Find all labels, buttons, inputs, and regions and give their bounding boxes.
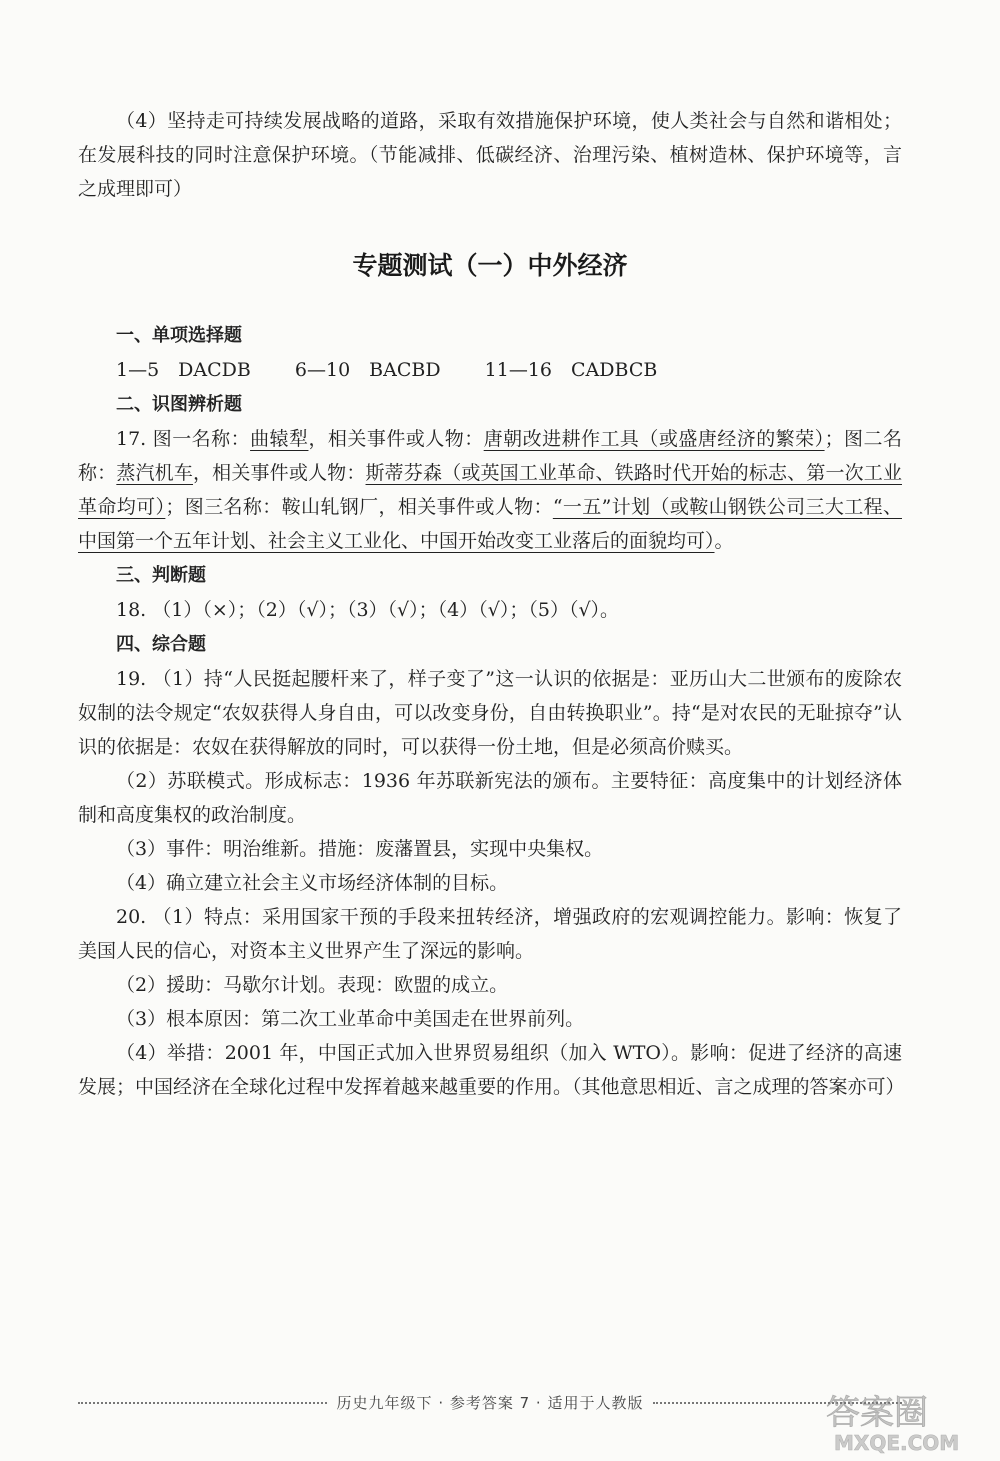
footer-text: 历史九年级下 · 参考答案 7 · 适用于人教版 [336,1394,644,1412]
answer-text: 17. 图一名称： [116,428,251,450]
section-heading: 四、综合题 [116,634,206,655]
paragraph: （3）根本原因：第二次工业革命中美国走在世界前列。 [116,1008,585,1030]
choice-answers [78,353,902,387]
paragraph: （3）事件：明治维新。措施：废藩置县，实现中央集权。 [116,838,604,860]
answer-content [78,318,905,1104]
section-heading: 三、判断题 [116,565,206,586]
answer-group: 6—10 BACBD [294,359,441,381]
paragraph: （4）确立建立社会主义市场经济体制的目标。 [116,872,509,894]
watermark-url: MXQE.COM [834,1431,960,1455]
page-title: 专题测试（一）中外经济 [352,251,628,280]
answer-text: ，相关事件或人物： [193,462,366,484]
answer-text: ，相关事件或人物： [308,428,484,450]
paragraph: 19. （1）持“人民挺起腰杆来了，样子变了”这一认识的依据是：亚历山大二世颁布的废除农奴制的法令规定“农奴获得人身自由，可以改变身份，自由转换职业”。持“是对农民的无耻掠夺”认识的依据是：农奴在获得解放的同时，可以获得一份土地，但是必须高价赎买。 [78,668,902,758]
section-heading: 二、识图辨析题 [116,394,242,415]
previous-answer-block [78,104,902,206]
answer-text: 。 [714,530,734,552]
underlined-answer: 曲辕犁 [250,428,309,450]
paragraph: （2）援助：马歇尔计划。表现：欧盟的成立。 [116,974,509,996]
paragraph: （2）苏联模式。形成标志：1936 年苏联新宪法的颁布。主要特征：高度集中的计划经济体制和高度集权的政治制度。 [78,770,902,826]
answer-group: 1—5 DACDB [116,359,251,381]
underlined-answer: “一五”计划（或鞍山钢铁公司三大工程、中国第一个五年计划、社会主义工业化、中国开始改变工业落后的面貌均可） [78,496,902,552]
underlined-answer: 唐朝改进耕作工具（或盛唐经济的繁荣） [483,428,825,450]
paragraph: （4）坚持走可持续发展战略的道路，采取有效措施保护环境，使人类社会与自然和谐相处；在发展科技的同时注意保护环境。（节能减排、低碳经济、治理污染、植树造林、保护环境等，言之成理即可） [78,110,902,200]
answer-text: ；图三名称：鞍山轧钢厂，相关事件或人物： [165,496,553,518]
underlined-answer: 斯蒂芬森（或英国工业革命、铁路时代开始的标志、第一次工业革命均可） [78,462,902,518]
paragraph: （4）举措：2001 年，中国正式加入世界贸易组织（加入 WTO）。影响：促进了经济的高速发展；中国经济在全球化过程中发挥着越来越重要的作用。（其他意思相近、言之成理的答案亦可） [78,1042,905,1098]
answer-text: ；图二名称： [78,428,902,484]
underlined-answer: 蒸汽机车 [116,462,194,484]
answer-group: 11—16 CADBCB [484,359,658,381]
watermark-label: 答案圈 [826,1393,928,1433]
question-17 [78,422,902,558]
section-heading: 一、单项选择题 [116,325,242,346]
question-18: 18. （1）（×）；（2）（√）；（3）（√）；（4）（√）；（5）（√）。 [116,599,620,621]
watermark-logo [812,1384,992,1456]
paragraph: 20. （1）特点：采用国家干预的手段来扭转经济，增强政府的宏观调控能力。影响：恢复了美国人民的信心，对资本主义世界产生了深远的影响。 [78,906,902,962]
page-footer [78,1392,902,1413]
footer-divider [78,1402,327,1404]
